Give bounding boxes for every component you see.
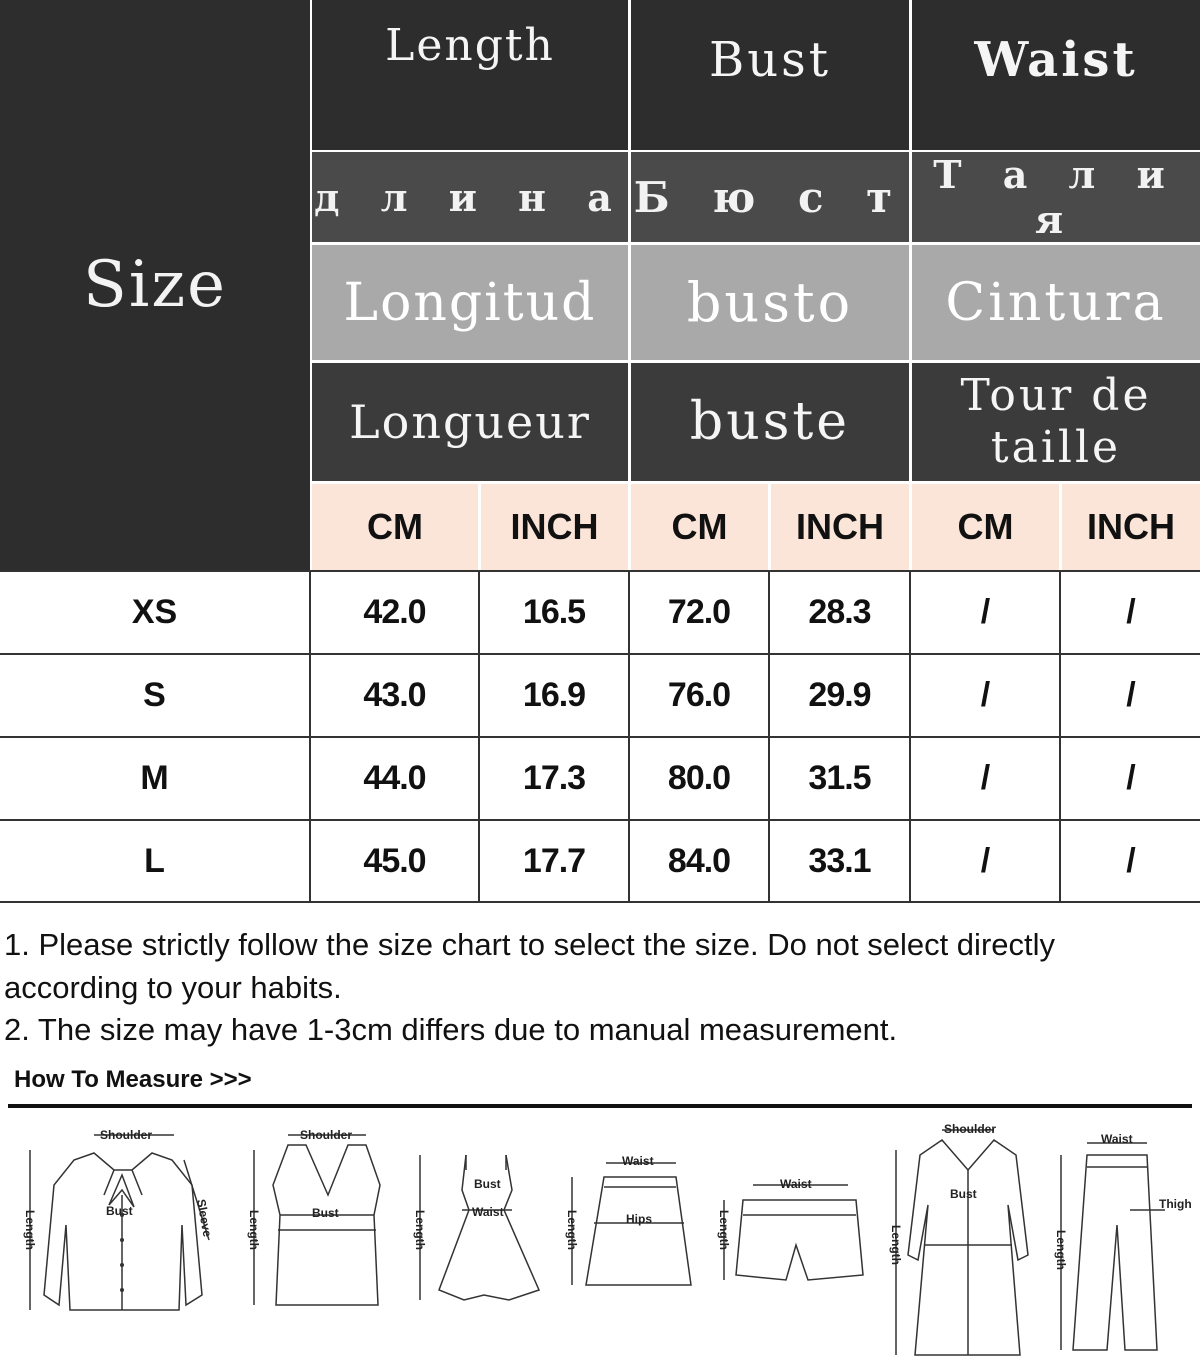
table-cell: /: [980, 593, 990, 631]
header-bust-en: Bust: [631, 0, 909, 150]
table-cell: 45.0: [363, 841, 426, 880]
table-cell: /: [1126, 759, 1135, 797]
unit-waist-cm: CM: [912, 484, 1059, 570]
note-line-2: 2. The size may have 1-3cm differs due to manual measurement.: [4, 1012, 898, 1047]
size-header-cell: Size: [0, 0, 310, 570]
table-cell: 76.0: [667, 676, 731, 714]
header-bust-ru: Б ю с т: [631, 152, 909, 242]
shoulder-label: Shoulder: [100, 1128, 153, 1142]
table-cell: 16.9: [522, 676, 586, 714]
header-bust-fr: buste: [631, 363, 909, 481]
vest-diagram-icon: [238, 1115, 398, 1325]
shoulder-label: Shoulder: [300, 1128, 353, 1142]
waist-label: Waist: [1101, 1132, 1133, 1146]
waist-label: Waist: [780, 1177, 812, 1191]
header-bust-es: busto: [631, 245, 909, 360]
header-waist-es: Cintura: [912, 245, 1200, 360]
unit-length-inch: INCH: [481, 484, 628, 570]
bust-label: Bust: [312, 1206, 339, 1220]
table-cell: 72.0: [667, 593, 731, 631]
note-line-1: 1. Please strictly follow the size chart to select the size. Do not select directly according to your habits.: [4, 927, 1056, 1005]
table-cell: 43.0: [363, 676, 426, 714]
size-row-label: M: [140, 759, 169, 797]
bust-label: Bust: [950, 1187, 977, 1201]
table-cell: 28.3: [808, 593, 871, 631]
size-row-label: S: [143, 676, 166, 714]
skirt-diagram-icon: [556, 1115, 696, 1325]
table-cell: 31.5: [808, 759, 871, 797]
header-waist-fr: Tour de taille: [912, 363, 1200, 481]
table-cell: /: [980, 676, 990, 714]
header-length-es: Longitud: [312, 245, 628, 360]
unit-bust-inch: INCH: [771, 484, 909, 570]
size-row-label: XS: [131, 593, 178, 631]
length-label: Length: [565, 1210, 579, 1250]
unit-waist-inch: INCH: [1062, 484, 1200, 570]
bust-label: Bust: [474, 1177, 501, 1191]
header-length-fr: Longueur: [312, 363, 628, 481]
table-cell: 17.3: [522, 759, 586, 797]
shoulder-label: Shoulder: [944, 1122, 997, 1136]
table-cell: /: [1126, 593, 1135, 631]
table-cell: /: [980, 759, 990, 797]
unit-bust-cm: CM: [631, 484, 768, 570]
coat-diagram-icon: [880, 1115, 1040, 1360]
blouse-diagram-icon: [14, 1115, 224, 1325]
header-waist-ru: Т а л и я: [912, 152, 1200, 242]
waist-label: Waist: [472, 1205, 504, 1219]
sleeve-label: Sleeve: [194, 1198, 215, 1238]
length-label: Length: [1054, 1230, 1068, 1270]
table-cell: 42.0: [363, 593, 426, 631]
thigh-label: Thigh: [1159, 1197, 1192, 1211]
table-cell: 44.0: [363, 759, 426, 797]
table-cell: /: [1126, 676, 1135, 714]
length-label: Length: [413, 1210, 427, 1250]
header-waist-en: Waist: [912, 0, 1200, 150]
table-divider: [0, 901, 1200, 903]
waist-label: Waist: [622, 1154, 654, 1168]
size-row-label: L: [144, 841, 165, 880]
unit-length-cm: CM: [312, 484, 478, 570]
header-length-ru: д л и н а: [312, 152, 628, 242]
section-rule: [8, 1104, 1192, 1108]
pants-diagram-icon: [1045, 1115, 1195, 1360]
how-to-measure-title: How To Measure >>>: [14, 1066, 252, 1093]
table-cell: /: [980, 841, 990, 880]
header-length-en: Length: [312, 0, 628, 150]
hips-label: Hips: [626, 1212, 653, 1226]
length-label: Length: [247, 1210, 261, 1250]
table-cell: 16.5: [522, 593, 586, 631]
table-cell: 29.9: [808, 676, 871, 714]
length-label: Length: [889, 1225, 903, 1265]
dress-diagram-icon: [404, 1115, 549, 1325]
bust-label: Bust: [106, 1204, 133, 1218]
table-cell: 80.0: [667, 759, 731, 797]
shorts-diagram-icon: [708, 1115, 868, 1325]
table-cell: 17.7: [522, 841, 586, 880]
table-cell: /: [1126, 841, 1135, 880]
table-cell: 84.0: [667, 841, 731, 880]
table-cell: 33.1: [808, 841, 871, 880]
length-label: Length: [717, 1210, 731, 1250]
length-label: Length: [23, 1210, 37, 1250]
